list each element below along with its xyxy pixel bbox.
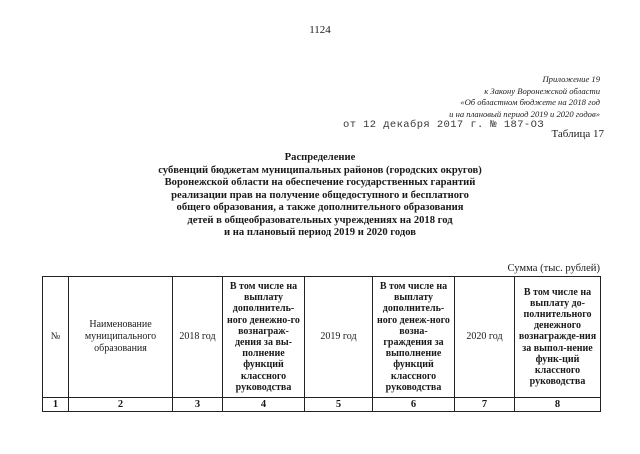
header-year-2018: 2018 год	[173, 277, 223, 398]
column-number: 7	[455, 398, 515, 412]
header-year-2020: 2020 год	[455, 277, 515, 398]
column-number: 6	[373, 398, 455, 412]
units-label: Сумма (тыс. рублей)	[507, 263, 600, 274]
header-class-teacher-2019: В том числе на выплату дополнитель-ного денеж-ного возна-граждения за выполнение функций классного руководства	[373, 277, 455, 398]
table-header-row	[43, 277, 601, 398]
header-municipality-name: Наименование муниципального образования	[69, 277, 173, 398]
subvention-table	[42, 276, 601, 412]
title-line: Воронежской области на обеспечение государственных гарантий	[164, 177, 476, 188]
appendix-line: к Закону Воронежской области	[484, 85, 600, 96]
title-line: общего образования, а также дополнительного образования	[176, 202, 464, 213]
column-number: 8	[515, 398, 601, 412]
header-number: №	[43, 277, 69, 398]
table-number: Таблица 17	[551, 128, 604, 140]
title-line: детей в общеобразовательных учреждениях на 2018 год	[187, 214, 453, 226]
page-number: 1124	[309, 24, 331, 36]
title-line: субвенций бюджетам муниципальных районов (городских округов)	[158, 164, 482, 176]
header-year-2019: 2019 год	[305, 277, 373, 398]
column-number: 2	[69, 398, 173, 412]
appendix-heading	[449, 74, 600, 120]
appendix-line: и на плановый период 2019 и 2020 годов»	[449, 108, 600, 119]
law-reference-stamp: от 12 декабря 2017 г. № 187-ОЗ	[343, 119, 545, 131]
column-number: 5	[305, 398, 373, 412]
document-title	[0, 152, 640, 240]
appendix-line: «Об областном бюджете на 2018 год	[460, 97, 600, 108]
column-number: 3	[173, 398, 223, 412]
header-class-teacher-2018: В том числе на выплату дополнитель-ного денежно-го вознаграж-дения за вы-полнение функций классного руководства	[223, 277, 305, 398]
title-line: реализации прав на получение общедоступного и бесплатного	[171, 189, 469, 201]
title-line: и на плановый период 2019 и 2020 годов	[224, 227, 416, 238]
title-line: Распределение	[284, 152, 356, 163]
header-class-teacher-2020: В том числе на выплату до-полнительного денежного вознагражде-ния за выпол-нение функ-ций классного руководства	[515, 277, 601, 398]
column-number-row	[43, 398, 601, 412]
column-number: 4	[223, 398, 305, 412]
appendix-line: Приложение 19	[542, 74, 600, 84]
column-number: 1	[43, 398, 69, 412]
